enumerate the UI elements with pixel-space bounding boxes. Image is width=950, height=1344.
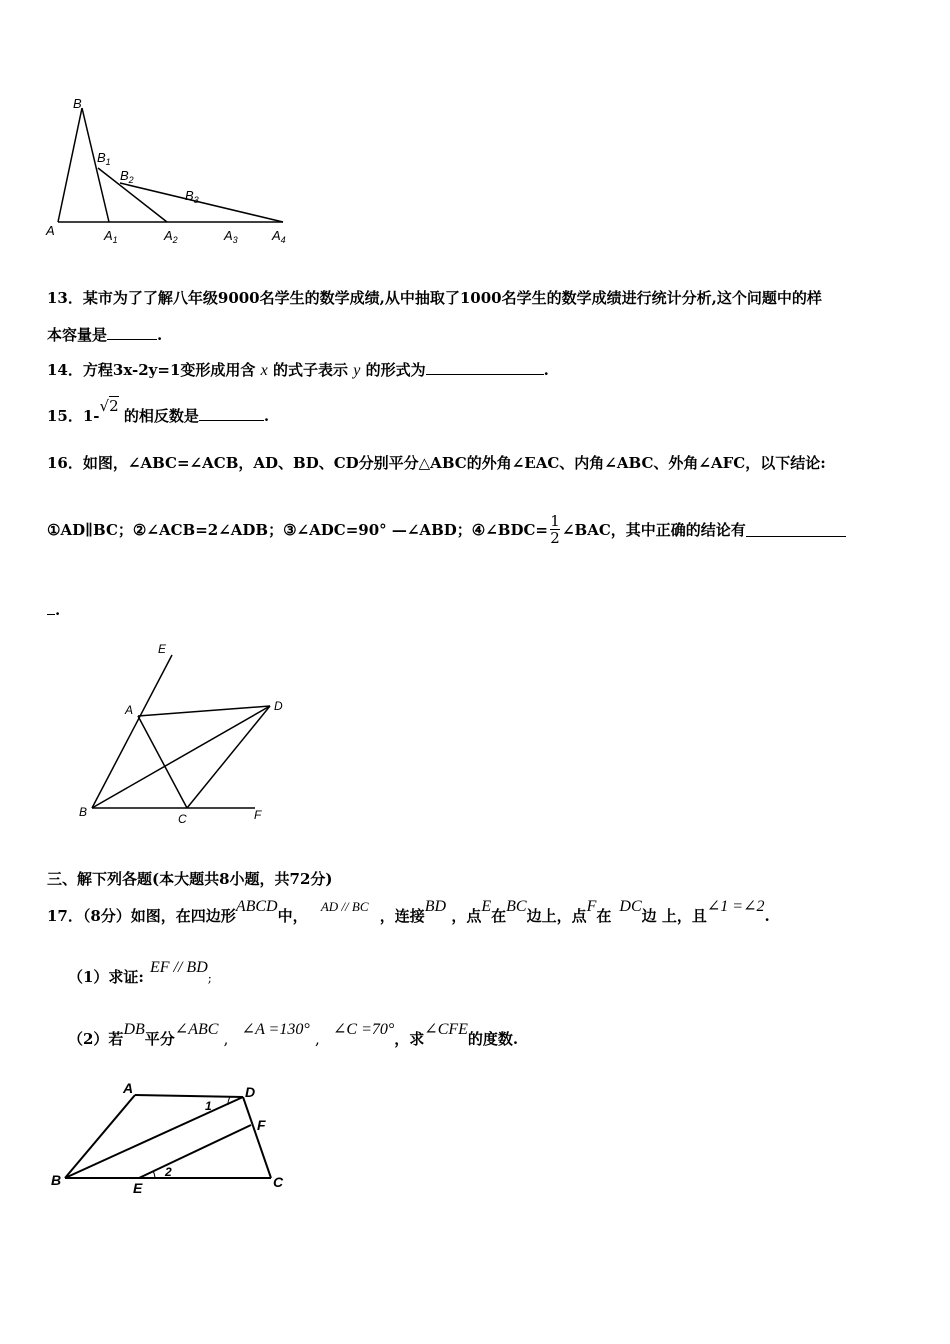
label-A: A <box>46 223 55 238</box>
label-F: F <box>257 1117 266 1133</box>
question-15: 15．1-√2 的相反数是 . <box>47 397 270 425</box>
label-A1: $A_1$ <box>104 228 118 245</box>
fraction-half: $\frac{1}{2}$ <box>550 512 560 547</box>
question-13: 13．某市为了了解八年级9000名学生的数学成绩,从中抽取了1000名学生的数学成绩进行统计分析,这个问题中的样 <box>47 289 822 307</box>
question-16-end: . <box>47 600 60 619</box>
label-B: B <box>51 1172 62 1188</box>
question-16: 16．如图，∠ABC=∠ACB，AD、BD、CD分别平分△ABC的外角∠EAC、内角∠ABC、外角∠AFC，以下结论: <box>47 454 826 472</box>
answer-blank-15[interactable] <box>199 406 264 421</box>
question-13-cont: 本容量是 . <box>47 326 163 344</box>
figure-angle-bisectors <box>70 638 290 828</box>
figure-triangle-sequence <box>40 95 300 255</box>
label-A: A <box>123 1080 134 1096</box>
label-E: E <box>158 642 167 656</box>
question-17-part1: （1）求证:EF // BD; <box>68 959 212 986</box>
question-14: 14．方程3x-2y=1变形成用含 x 的式子表示 y 的形式为 . <box>47 361 549 379</box>
section-3-title: 三、解下列各题(本大题共8小题，共72分) <box>47 870 333 888</box>
answer-blank-13[interactable] <box>107 325 157 340</box>
label-B3: $B_3$ <box>185 188 199 205</box>
label-D: D <box>274 699 283 713</box>
label-1: 1 <box>205 1099 212 1113</box>
label-B: B <box>73 96 82 111</box>
label-A3: $A_3$ <box>224 228 238 245</box>
label-C: C <box>178 812 187 826</box>
answer-blank-16[interactable] <box>746 522 846 537</box>
label-A: A <box>125 703 134 717</box>
label-2: 2 <box>165 1165 172 1179</box>
label-B: B <box>79 805 88 819</box>
figure-trapezoid <box>45 1075 295 1200</box>
label-E: E <box>133 1180 143 1196</box>
label-F: F <box>254 808 262 822</box>
label-A2: $A_2$ <box>164 228 178 245</box>
question-16-conclusions: ①AD∥BC；②∠ACB=2∠ADB；③∠ADC=90° —∠ABD；④∠BDC= $\frac{1}{2}$ ∠BAC，其中正确的结论有 <box>47 513 846 546</box>
question-17: 17．（8分）如图，在四边形ABCD中， AD // BC ，连接BD ，点E在BC边上，点F在DC边 上，且∠1 =∠2. <box>47 898 770 925</box>
label-D: D <box>245 1084 256 1100</box>
label-B2: $B_2$ <box>120 168 134 185</box>
question-17-part2: （2）若DB平分∠ABC , ∠A =130° , ∠C =70°，求∠CFE的度数. <box>68 1021 519 1048</box>
label-C: C <box>273 1174 284 1190</box>
label-A4: $A_4$ <box>272 228 286 245</box>
label-B1: $B_1$ <box>97 150 111 167</box>
answer-blank-14[interactable] <box>426 360 544 375</box>
